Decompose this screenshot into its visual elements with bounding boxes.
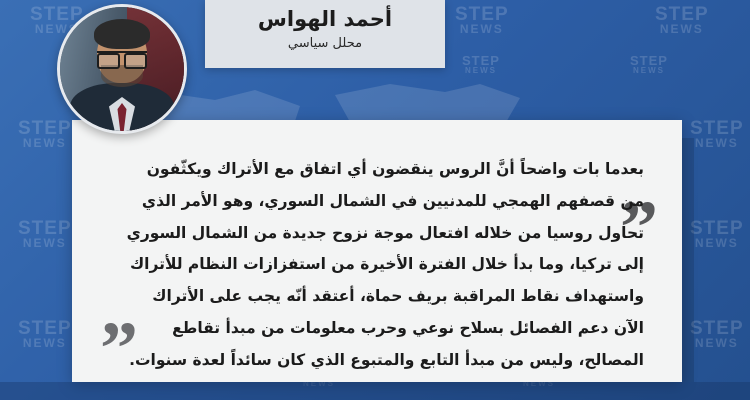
watermark-brand-top: STEP (690, 318, 744, 339)
avatar-hair (94, 19, 150, 49)
quote-close-mark: ” (100, 306, 138, 391)
speaker-role: محلل سياسي (287, 36, 363, 52)
bottom-strip (0, 379, 750, 400)
watermark-brand-bottom: NEWS (22, 236, 67, 251)
watermark-brand-bottom: NEWS (22, 336, 67, 351)
watermark-brand-top: STEP (455, 4, 509, 25)
watermark-brand-top: STEP (30, 4, 84, 25)
watermark-brand-bottom: NEWS (694, 136, 739, 151)
watermark-brand-top: STEP (18, 118, 72, 139)
watermark-logo (655, 6, 709, 35)
watermark-brand-bottom: NEWS (694, 336, 739, 351)
avatar-glasses-icon (97, 51, 147, 66)
watermark-brand-top: STEP (462, 53, 500, 68)
watermark-brand-bottom: NEWS (464, 66, 497, 76)
watermark-brand-bottom: NEWS (694, 236, 739, 251)
watermark-brand-bottom: NEWS (34, 22, 79, 37)
watermark-brand-bottom: NEWS (22, 136, 67, 151)
watermark-brand-top: STEP (655, 4, 709, 25)
quote-open-mark: ” (620, 186, 658, 270)
watermark-brand-top: STEP (18, 318, 72, 339)
speaker-name: أحمد الهواس (257, 7, 393, 31)
speaker-nameplate (205, 0, 445, 68)
watermark-brand-top: STEP (630, 53, 668, 68)
watermark-brand-bottom: NEWS (632, 66, 665, 76)
watermark-brand-top: STEP (690, 218, 744, 239)
watermark-brand-top: STEP (18, 218, 72, 239)
speaker-avatar (57, 4, 187, 134)
watermark-brand-bottom: NEWS (659, 22, 704, 37)
watermark-logo (455, 6, 509, 35)
quote-text: بعدما بات واضحاً أنَّ الروس ينقضون أي اتفاق مع الأتراك ويكثّفون من قصفهم الهمجي للمدنيين في الشمال السوري، وهو الأمر الذي تحاول روسيا من خلاله افتعال موجة نزوح جديدة من الشمال السوري إلى تركيا، وما بدأ خلال الفترة الأخيرة من استفزازات النظام للأتراك واستهداف نقاط المراقبة بريف حماة، أعتقد أنّه يجب على الأتراك الآن دعم الفصائل بسلاح نوعي وحرب معلومات من مبدأ تقاطع المصالح، وليس من مبدأ التابع والمتبوع الذي كان سائداً لعدة سنوات. (126, 160, 644, 369)
watermark-brand-top: STEP (690, 118, 744, 139)
watermark-brand-bottom: NEWS (522, 379, 555, 389)
watermark-brand-bottom: NEWS (302, 379, 335, 389)
watermark-brand-bottom: NEWS (459, 22, 504, 37)
